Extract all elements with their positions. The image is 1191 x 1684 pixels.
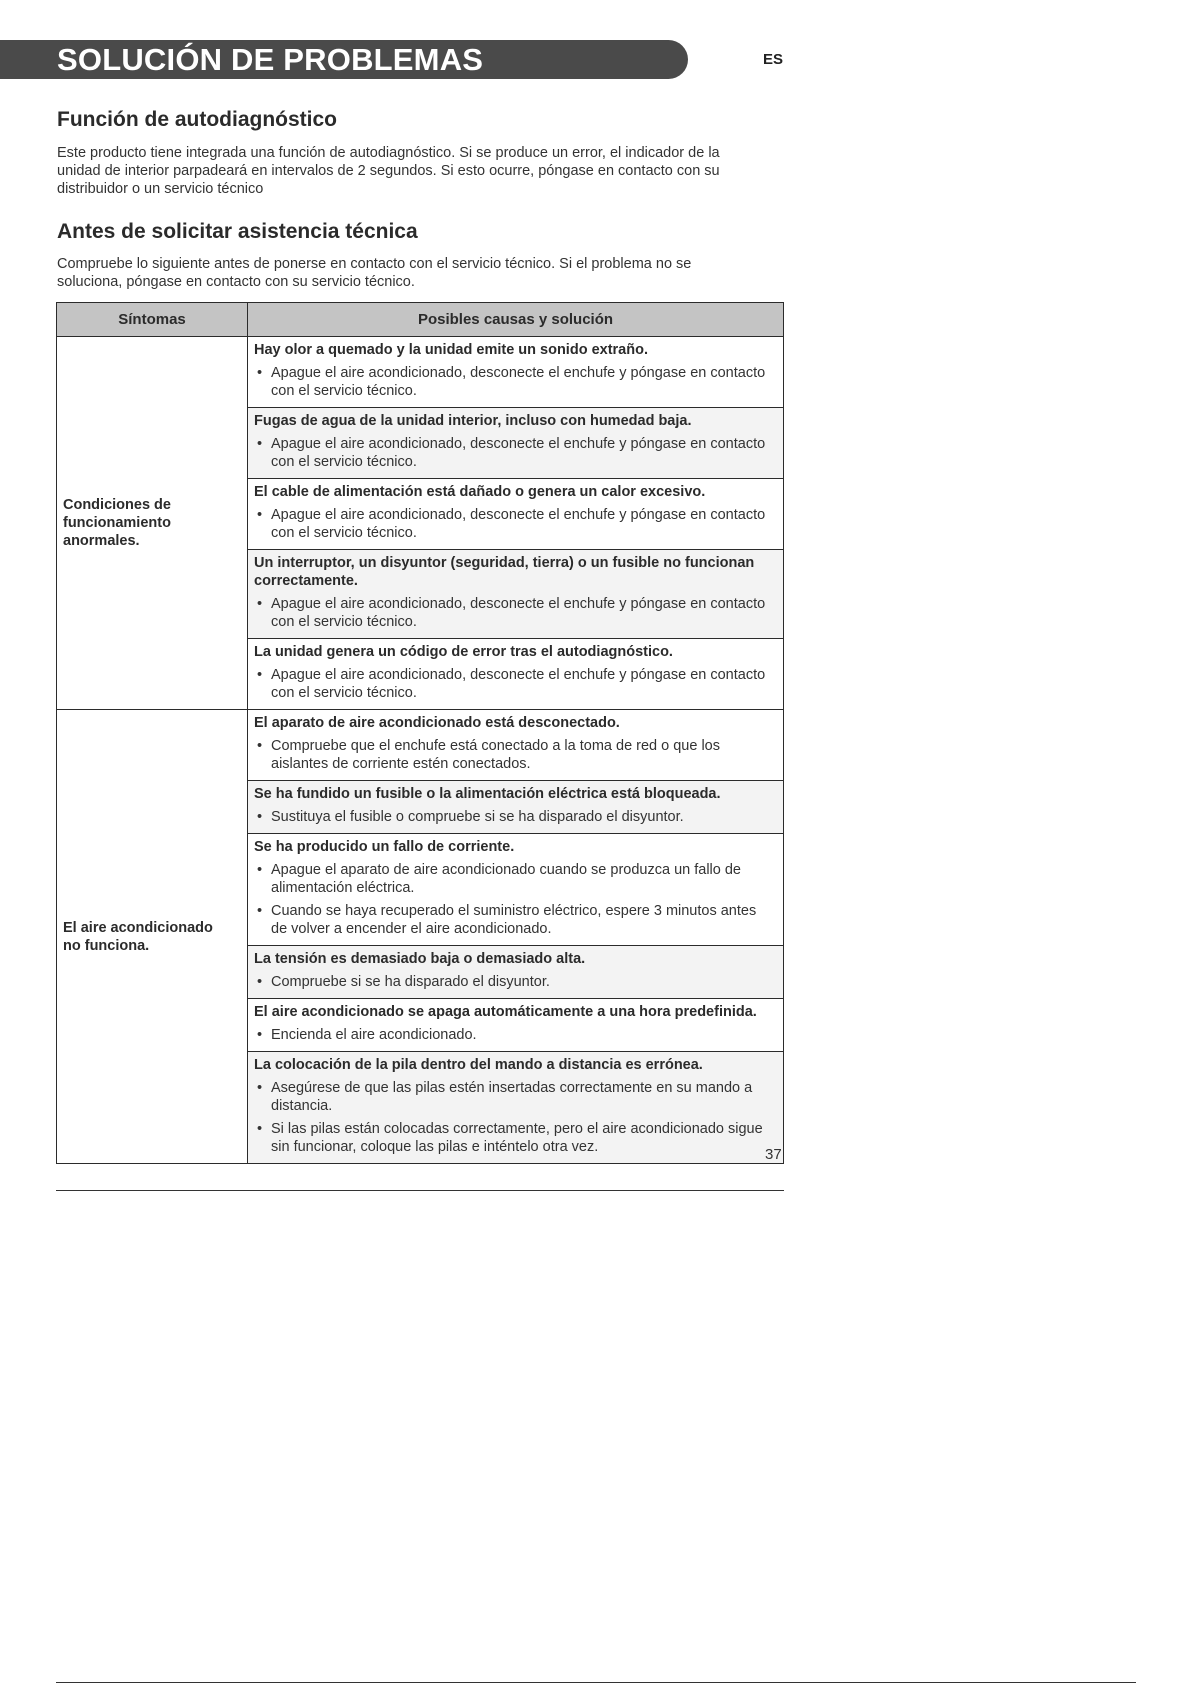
cause-block xyxy=(248,550,783,639)
section-heading-autodiagnostic: Función de autodiagnóstico xyxy=(57,108,337,131)
solution-line: sin funcionar, coloque las pilas e inténtelo otra vez. xyxy=(271,1139,599,1155)
solution-line: con el servicio técnico. xyxy=(271,685,417,701)
table-row xyxy=(57,337,784,710)
causes-cell xyxy=(248,710,784,1164)
cause-block xyxy=(248,639,783,709)
solution-line: Apague el aparato de aire acondicionado cuando se produzca un fallo de xyxy=(271,862,741,878)
cause-block xyxy=(248,479,783,550)
troubleshooting-table xyxy=(56,302,784,1164)
bullet-icon: • xyxy=(257,436,263,452)
bullet-icon: • xyxy=(257,596,263,612)
solution-item xyxy=(254,808,778,826)
cause-block xyxy=(248,408,783,479)
symptom-cell xyxy=(57,710,248,1164)
bullet-icon: • xyxy=(257,1027,263,1043)
solution-item xyxy=(254,435,778,471)
bullet-icon: • xyxy=(257,1121,263,1137)
solution-line: con el servicio técnico. xyxy=(271,525,417,541)
solution-line: con el servicio técnico. xyxy=(271,614,417,630)
cause-block xyxy=(248,1052,783,1163)
paragraph-line: Compruebe lo siguiente antes de ponerse en contacto con el servicio técnico. Si el problema no se xyxy=(57,256,692,272)
title-banner xyxy=(0,40,688,79)
cause-title-line: La colocación de la pila dentro del mando a distancia es errónea. xyxy=(254,1057,703,1073)
solution-line: con el servicio técnico. xyxy=(271,454,417,470)
table-row xyxy=(57,710,784,1164)
solution-line: Cuando se haya recuperado el suministro eléctrico, espere 3 minutos antes xyxy=(271,903,757,919)
cause-block xyxy=(248,781,783,834)
solution-item xyxy=(254,1120,778,1156)
solution-line: Apague el aire acondicionado, desconecte el enchufe y póngase en contacto xyxy=(271,365,766,381)
paragraph-line: Este producto tiene integrada una función de autodiagnóstico. Si se produce un error, el indicador de la xyxy=(57,145,720,161)
solution-line: Apague el aire acondicionado, desconecte el enchufe y póngase en contacto xyxy=(271,667,766,683)
cause-title-line: El aire acondicionado se apaga automáticamente a una hora predefinida. xyxy=(254,1004,757,1020)
cause-title-line: La tensión es demasiado baja o demasiado alta. xyxy=(254,951,586,967)
cause-title-line: La unidad genera un código de error tras el autodiagnóstico. xyxy=(254,644,673,660)
autodiagnostic-paragraph xyxy=(57,144,757,198)
cause-title xyxy=(254,1003,778,1021)
cause-title-line: Se ha fundido un fusible o la alimentación eléctrica está bloqueada. xyxy=(254,786,721,802)
symptom-line: Condiciones de xyxy=(63,497,171,513)
footer-rule xyxy=(56,1190,784,1191)
solution-line: aislantes de corriente estén conectados. xyxy=(271,756,531,772)
bullet-icon: • xyxy=(257,507,263,523)
solution-line: Si las pilas están colocadas correctamente, pero el aire acondicionado sigue xyxy=(271,1121,763,1137)
solution-item xyxy=(254,1026,778,1044)
bullet-icon: • xyxy=(257,738,263,754)
paragraph-line: soluciona, póngase en contacto con su servicio técnico. xyxy=(57,274,415,290)
cause-title xyxy=(254,412,778,430)
symptom-line: El aire acondicionado xyxy=(63,919,213,936)
cause-title xyxy=(254,714,778,732)
bullet-icon: • xyxy=(257,667,263,683)
bullet-icon: • xyxy=(257,903,263,919)
solution-line: con el servicio técnico. xyxy=(271,383,417,399)
cause-title xyxy=(254,1056,778,1074)
solution-line: distancia. xyxy=(271,1098,333,1114)
symptom-cell xyxy=(57,337,248,710)
section-heading-assistance: Antes de solicitar asistencia técnica xyxy=(57,220,418,243)
solution-item xyxy=(254,666,778,702)
cause-block xyxy=(248,834,783,946)
cause-title-line: correctamente. xyxy=(254,573,358,589)
solution-item xyxy=(254,364,778,400)
cause-block xyxy=(248,999,783,1052)
cause-title xyxy=(254,643,778,661)
cause-title-line: El aparato de aire acondicionado está desconectado. xyxy=(254,715,620,731)
symptom-line: anormales. xyxy=(63,533,140,549)
cause-title-line: Un interruptor, un disyuntor (seguridad, tierra) o un fusible no funcionan xyxy=(254,555,755,571)
solution-item xyxy=(254,737,778,773)
cause-title xyxy=(254,554,778,590)
cause-block xyxy=(248,946,783,999)
solution-line: Encienda el aire acondicionado. xyxy=(271,1027,477,1043)
solution-line: alimentación eléctrica. xyxy=(271,880,415,896)
page-bottom-rule xyxy=(56,1682,1136,1683)
cause-title xyxy=(254,785,778,803)
bullet-icon: • xyxy=(257,809,263,825)
symptom-line: no funciona. xyxy=(63,937,150,954)
cause-title-line: El cable de alimentación está dañado o genera un calor excesivo. xyxy=(254,484,706,500)
solution-line: Apague el aire acondicionado, desconecte el enchufe y póngase en contacto xyxy=(271,436,766,452)
solution-line: Compruebe si se ha disparado el disyuntor. xyxy=(271,974,550,990)
solution-item xyxy=(254,1079,778,1115)
symptom-line: funcionamiento xyxy=(63,515,171,531)
solution-item xyxy=(254,595,778,631)
solution-line: Apague el aire acondicionado, desconecte el enchufe y póngase en contacto xyxy=(271,596,766,612)
cause-title xyxy=(254,950,778,968)
cause-title xyxy=(254,341,778,359)
cause-block xyxy=(248,710,783,781)
assistance-paragraph xyxy=(57,255,757,291)
page-number: 37 xyxy=(765,1146,782,1163)
paragraph-line: distribuidor o un servicio técnico xyxy=(57,181,264,197)
cause-title-line: Se ha producido un fallo de corriente. xyxy=(254,839,515,855)
page-title: SOLUCIÓN DE PROBLEMAS xyxy=(57,42,484,77)
cause-title-line: Hay olor a quemado y la unidad emite un sonido extraño. xyxy=(254,342,648,358)
solution-line: Apague el aire acondicionado, desconecte el enchufe y póngase en contacto xyxy=(271,507,766,523)
bullet-icon: • xyxy=(257,365,263,381)
solution-line: Compruebe que el enchufe está conectado a la toma de red o que los xyxy=(271,738,720,754)
solution-line: Asegúrese de que las pilas estén insertadas correctamente en su mando a xyxy=(271,1080,753,1096)
bullet-icon: • xyxy=(257,862,263,878)
solution-item xyxy=(254,506,778,542)
table-header-row xyxy=(57,303,784,337)
header-causes-solution: Posibles causas y solución xyxy=(248,303,784,337)
solution-line: de volver a encender el aire acondicionado. xyxy=(271,921,552,937)
bullet-icon: • xyxy=(257,1080,263,1096)
cause-title xyxy=(254,838,778,856)
cause-title-line: Fugas de agua de la unidad interior, incluso con humedad baja. xyxy=(254,413,692,429)
bullet-icon: • xyxy=(257,974,263,990)
paragraph-line: unidad de interior parpadeará en intervalos de 2 segundos. Si esto ocurre, póngase en contacto con su xyxy=(57,163,720,179)
solution-line: Sustituya el fusible o compruebe si se ha disparado el disyuntor. xyxy=(271,809,684,825)
solution-item xyxy=(254,861,778,897)
header-symptoms: Síntomas xyxy=(57,303,248,337)
solution-item xyxy=(254,973,778,991)
language-code: ES xyxy=(763,51,784,68)
causes-cell xyxy=(248,337,784,710)
cause-block xyxy=(248,337,783,408)
solution-item xyxy=(254,902,778,938)
cause-title xyxy=(254,483,778,501)
